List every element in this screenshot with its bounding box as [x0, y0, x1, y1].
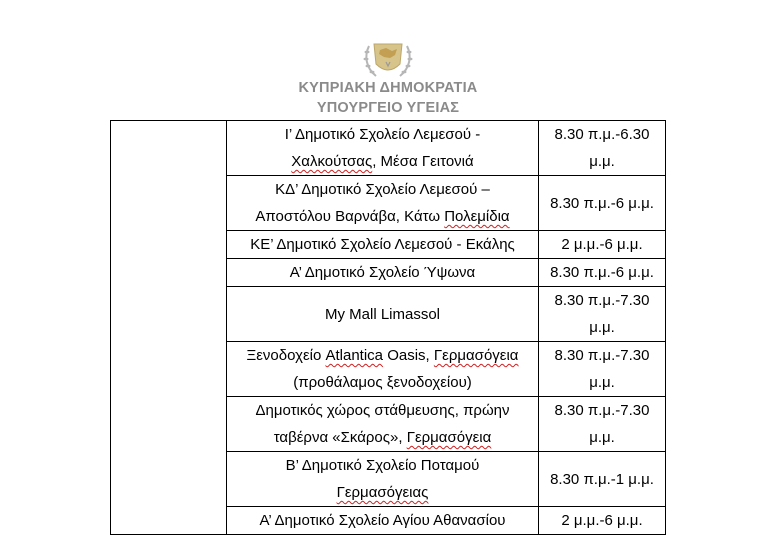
location-cell: Α’ Δημοτικό Σχολείο Ύψωνα — [227, 259, 539, 287]
location-cell: My Mall Limassol — [227, 287, 539, 342]
hours-cell: 8.30 π.μ.-1 μ.μ. — [539, 452, 666, 507]
hours-cell: 8.30 π.μ.-7.30 μ.μ. — [539, 287, 666, 342]
vaccination-schedule-table — [110, 120, 666, 535]
hours-cell: 8.30 π.μ.-6 μ.μ. — [539, 176, 666, 231]
location-cell: Β’ Δημοτικό Σχολείο Ποταμού Γερμασόγειας — [227, 452, 539, 507]
hours-cell: 2 μ.μ.-6 μ.μ. — [539, 507, 666, 535]
ministry-title: ΥΠΟΥΡΓΕΙΟ ΥΓΕΙΑΣ — [316, 100, 460, 116]
government-title: ΚΥΠΡΙΑΚΗ ΔΗΜΟΚΡΑΤΙΑ — [298, 80, 478, 96]
district-cell — [111, 121, 227, 535]
hours-cell: 8.30 π.μ.-6 μ.μ. — [539, 259, 666, 287]
hours-cell: 8.30 π.μ.-7.30 μ.μ. — [539, 397, 666, 452]
location-cell: Α’ Δημοτικό Σχολείο Αγίου Αθανασίου — [227, 507, 539, 535]
hours-cell: 8.30 π.μ.-7.30 μ.μ. — [539, 342, 666, 397]
location-cell: Δημοτικός χώρος στάθμευσης, πρώην ταβέρνα «Σκάρος», Γερμασόγεια — [227, 397, 539, 452]
location-cell: Ξενοδοχείο Atlantica Oasis, Γερμασόγεια (προθάλαμος ξενοδοχείου) — [227, 342, 539, 397]
cyprus-coat-of-arms-icon — [360, 36, 416, 80]
table-row — [111, 121, 666, 176]
hours-cell: 2 μ.μ.-6 μ.μ. — [539, 231, 666, 259]
location-cell: ΚΔ’ Δημοτικό Σχολείο Λεμεσού – Αποστόλου Βαρνάβα, Κάτω Πολεμίδια — [227, 176, 539, 231]
location-cell: Ι’ Δημοτικό Σχολείο Λεμεσού - Χαλκούτσας, Μέσα Γειτονιά — [227, 121, 539, 176]
location-cell: ΚΕ’ Δημοτικό Σχολείο Λεμεσού - Εκάλης — [227, 231, 539, 259]
hours-cell: 8.30 π.μ.-6.30 μ.μ. — [539, 121, 666, 176]
